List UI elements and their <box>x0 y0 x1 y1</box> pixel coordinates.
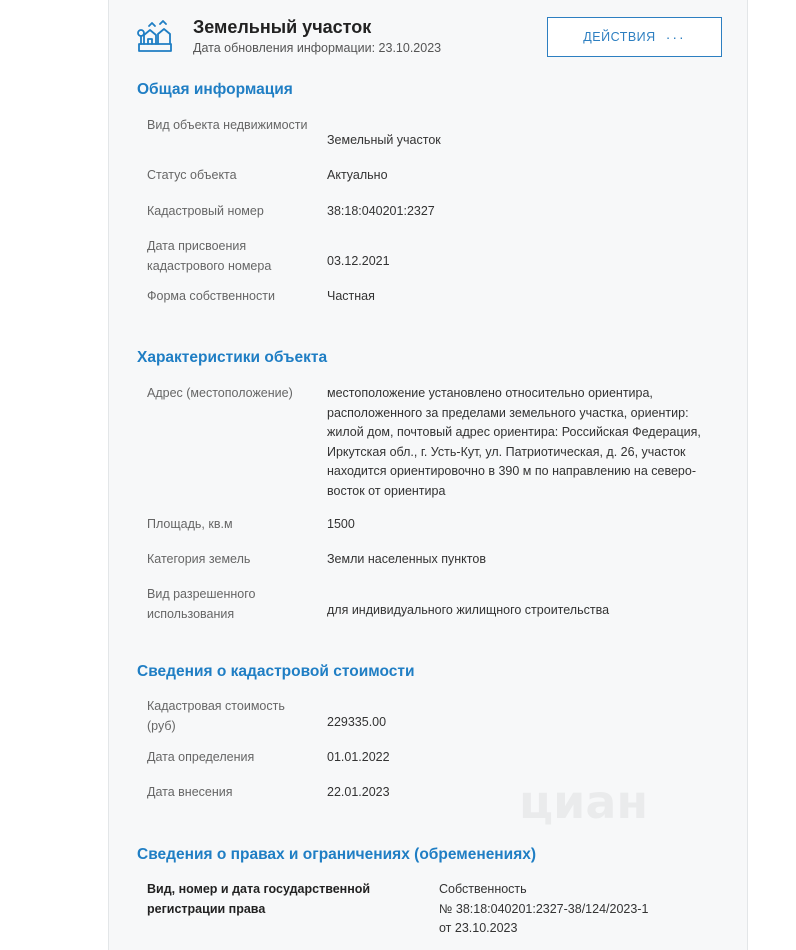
section-rights-title: Сведения о правах и ограничениях (обременениях) <box>137 846 537 863</box>
row-label: Статус объекта <box>147 168 237 182</box>
row-label: Вид объекта недвижимости <box>147 118 308 132</box>
card-header <box>109 0 749 70</box>
row-value: для индивидуального жилищного строительства <box>327 603 610 617</box>
row-value: Частная <box>327 289 375 303</box>
row-label: Дата определения <box>147 750 255 764</box>
row-label: Вид разрешенного использования <box>147 587 256 621</box>
update-date: Дата обновления информации: 23.10.2023 <box>193 41 442 55</box>
row-value: Земельный участок <box>327 133 441 147</box>
rights-label: Вид, номер и дата государственной регистрации права <box>147 882 371 916</box>
row-value: 22.01.2023 <box>327 785 390 799</box>
actions-button[interactable] <box>547 17 722 57</box>
more-dots-icon: ··· <box>665 29 686 45</box>
cian-watermark: циан <box>519 775 649 829</box>
actions-label: ДЕЙСТВИЯ <box>583 30 656 44</box>
row-label: Дата внесения <box>147 785 233 799</box>
object-card <box>108 0 748 950</box>
row-value: Земли населенных пунктов <box>327 552 486 566</box>
row-value: местоположение установлено относительно ориентира, расположенного за пределами земельного участка, ориентир: жилой дом, почтовый адрес ориентира: Российская Федерация, Иркутская обл., г. Усть-Кут, ул. Патриотическая, д. 26, участок находится ориентировочно в 390 м по направлению на северо-восток от ориентира <box>327 386 701 498</box>
rights-value <box>439 880 699 939</box>
rights-registration-date: от 23.10.2023 <box>439 921 518 935</box>
land-plot-icon <box>136 20 174 54</box>
row-label: Площадь, кв.м <box>147 517 233 531</box>
row-value: Актуально <box>327 168 388 182</box>
row-value: 38:18:040201:2327 <box>327 204 435 218</box>
row-value: 1500 <box>327 517 355 531</box>
row-label: Адрес (местоположение) <box>147 386 293 400</box>
object-title: Земельный участок <box>193 17 372 37</box>
section-general-title: Общая информация <box>137 81 293 98</box>
row-label: Форма собственности <box>147 289 275 303</box>
rights-type: Собственность <box>439 882 527 896</box>
row-label: Кадастровый номер <box>147 204 264 218</box>
section-characteristics-title: Характеристики объекта <box>137 349 328 366</box>
rights-registration-number: № 38:18:040201:2327-38/124/2023-1 <box>439 901 649 916</box>
row-value: 01.01.2022 <box>327 750 390 764</box>
row-value: 229335.00 <box>327 715 387 729</box>
row-label: Категория земель <box>147 552 251 566</box>
row-label: Дата присвоения кадастрового номера <box>147 239 272 273</box>
row-label: Кадастровая стоимость (руб) <box>147 699 285 733</box>
section-cadastral-value-title: Сведения о кадастровой стоимости <box>137 663 415 680</box>
row-value: 03.12.2021 <box>327 254 390 268</box>
